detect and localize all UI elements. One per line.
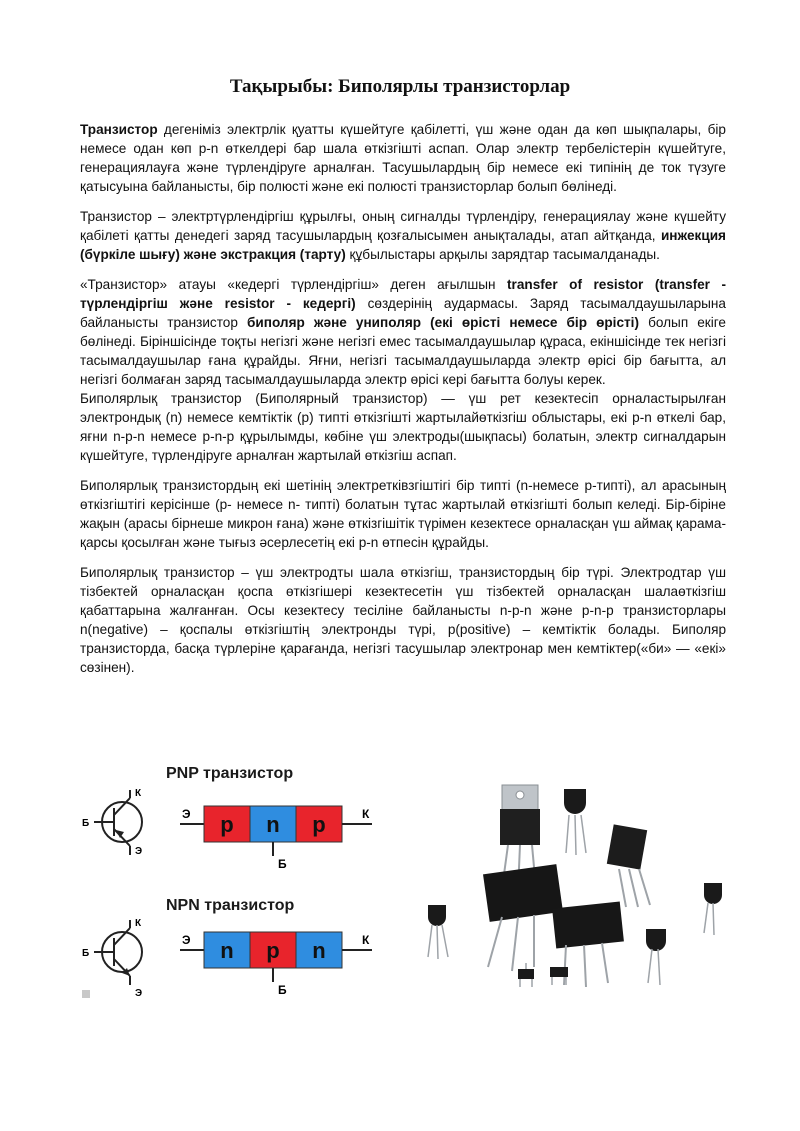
paragraph-3 bbox=[80, 275, 726, 389]
npn-layer-n-right-text: n bbox=[312, 938, 326, 963]
term-transistor: Транзистор bbox=[80, 122, 158, 137]
pnp-title: PNP транзистор bbox=[166, 765, 294, 782]
paragraph-2-bold: инжекция (бүркіле шығу) және экстракция (тарту) bbox=[80, 228, 726, 262]
transistor-diagram bbox=[80, 760, 400, 1000]
transistors-photo bbox=[414, 757, 726, 1005]
paragraph-2 bbox=[80, 207, 726, 264]
paragraph-3-text-c: болып екіге бөлінеді. Біріншісінде тоқты негізгі және негізгі емес тасымалдаушылар құраса, екіншісінде тек негізгі тасымалдаушылар ғана құрайды. Яғни, негізгі тасымалдаушыларда электр өрісі бір бағытта, ал негізгі болмаған заряд тасымалдаушыларда электр өрісі кері бағытта болуы керек. bbox=[80, 315, 726, 387]
npn-layer-n-left-text: n bbox=[220, 938, 234, 963]
to92-transistor-bottom-right bbox=[646, 929, 666, 985]
pnp-symbol-collector-label: К bbox=[135, 788, 142, 799]
pnp-layer-p-right-text: p bbox=[312, 812, 326, 837]
npn-base-label: Б bbox=[278, 983, 287, 997]
paragraph-1-text: дегеніміз электрлік қуатты күшейтуге қабілетті, үш және одан да көп шықпалары, бір немесе одан көп p-n өткелдері бар шала өткізгішті аспап. Олар электр тербелістерін күшейтуге, генерациялауға және түрлендіруге арналған. Тасушылардың бір немесе екі типінің де ток түзуге қатысуына байланысты, бір полюсті және екі полюсті транзисторлар болып бөлінеді. bbox=[80, 122, 726, 194]
paragraph-3-bold-a: transfer of resistor (transfer - түрлендіргіш және resistor - кедергі) bbox=[80, 277, 726, 311]
paragraph-4: Биполярлық транзистор (Биполярный транзистор) — үш рет кезектесіп орналастырылған электрондық (n) немесе кемтіктік (p) типті өткізгішті жартылайөткізгіш облыстары, екі p-n өткелі бар, яғни n-p-n немесе p-n-p құрылымды, көбіне үш электроды(шықпасы) болатын, электр сигналдарын күшейтуге, түрлендіруге арналған жартылай өткізгіш аспап. bbox=[80, 391, 726, 463]
npn-collector-label: К bbox=[362, 933, 370, 947]
to92-transistor-top bbox=[564, 789, 586, 855]
paragraph-3-text-a: «Транзистор» атауы «кедергі түрлендіргіш» деген ағылшын bbox=[80, 277, 508, 292]
paragraph-6: Биполярлық транзистор – үш электродты шала өткізгіш, транзистордың бір түрі. Электродтар үш тізбектей орналасқан қоспа өткізгішері кезектесетін үш тізбектей орналасқан шалаөткізгіш қабаттарына жалғанған. Осы кезектесу тесіліне байланысты n-p-n және p-n-p транзисторлары n(negative) – қоспалы өткізгіштің электронды түрі, p(positive) – кемтіктік болады. Биполяр транзисторда, басқа түрлеріне қарағанда, негізгі тасушылар электронар мен кемтіктер(«би» — «екі» сөзінен). bbox=[80, 565, 726, 675]
paragraph-3-bold-b: биполяр және униполяр (екі өрісті немесе бір өрісті) bbox=[247, 315, 639, 330]
pnp-base-label: Б bbox=[278, 857, 287, 871]
pnp-symbol-emitter-label: Э bbox=[135, 846, 143, 857]
npn-emitter-label: Э bbox=[182, 933, 191, 947]
paragraph-3-text-b: сөздерінің аудармасы. Заряд тасымалдаушыларына байланысты транзистор bbox=[80, 296, 726, 330]
pnp-symbol-base-label: Б bbox=[82, 818, 90, 829]
pnp-collector-label: К bbox=[362, 807, 370, 821]
pnp-layer-p-left-text: p bbox=[220, 812, 234, 837]
to92-transistor-right bbox=[704, 883, 722, 935]
npn-title: NPN транзистор bbox=[166, 897, 295, 914]
smd-transistor-b bbox=[550, 967, 568, 985]
smd-transistor-a bbox=[518, 963, 534, 987]
npn-symbol-base-label: Б bbox=[82, 948, 90, 959]
bookmark-icon bbox=[82, 990, 90, 998]
npn-layer-p-text: p bbox=[266, 938, 280, 963]
pnp-emitter-label: Э bbox=[182, 807, 191, 821]
document-body bbox=[80, 120, 726, 688]
power-transistor-large bbox=[483, 864, 563, 971]
to220-transistor-b bbox=[607, 824, 650, 907]
paragraph-5: Биполярлық транзистордың екі шетінің электретківзгіштігі бір типті (n-немесе p-типті), ал арасының өткізгіштігі керісінше (p- немесе n- типті) болатын тұтас жартылай өткізгішті болып келеді. Бір-біріне жақын (арасы бірнеше микрон ғана) және өткізгішітік түрімен кезектесе орналасқан үш аймақ қарама-қарсы қосылған және тығыз әсерлесетің екі p-n өтпесін құрайды. bbox=[80, 478, 726, 550]
to92-transistor-left bbox=[428, 905, 448, 959]
npn-symbol-emitter-label: Э bbox=[135, 988, 143, 999]
page-title: Тақырыбы: Биполярлы транзисторлар bbox=[229, 76, 571, 97]
paragraph-1 bbox=[80, 120, 726, 196]
paragraph-2-text-a: Транзистор – электртүрлендіргіш құрылғы, оның сигналды түрлендіру, генерациялау және күшейту қабілеті қатты денедегі заряд тасушылардың қозғалысымен анықталады, атап айтқанда, bbox=[80, 209, 726, 243]
paragraph-2-text-b: құбылыстары арқылы зарядтар тасымалданады. bbox=[345, 247, 660, 262]
npn-symbol bbox=[94, 920, 142, 985]
npn-symbol-collector-label: К bbox=[135, 918, 142, 929]
pnp-layer-n-text: n bbox=[266, 812, 280, 837]
